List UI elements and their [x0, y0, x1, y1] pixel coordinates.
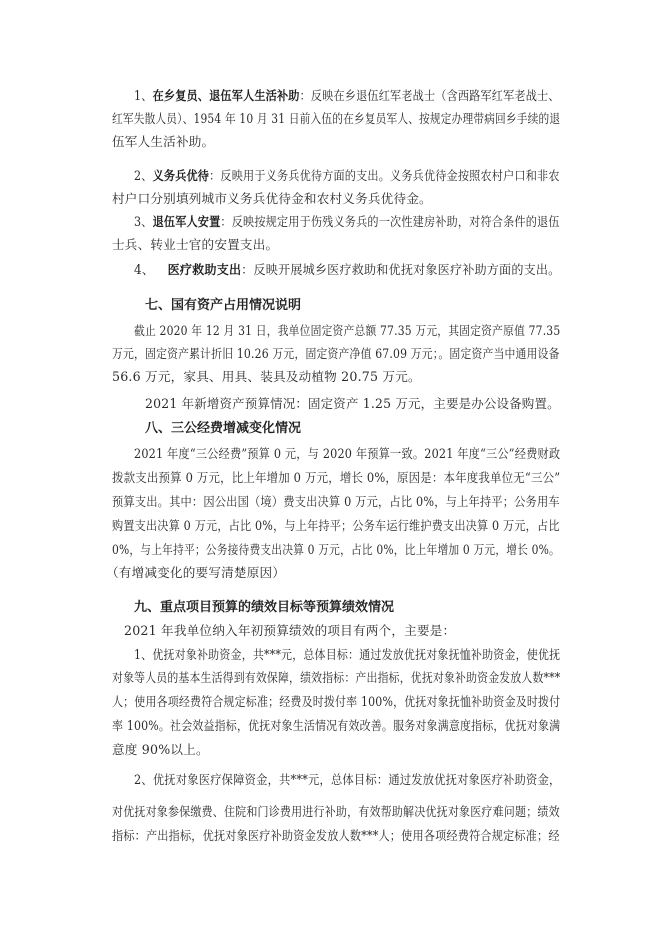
section-8-line-5: 0%，与上年持平；公务接待费支出决算 0 万元，占比 0%，比上年增加 0 万元，增长 0%。: [112, 542, 560, 557]
item-1-line-1: [134, 88, 560, 104]
item-1-text: ：反映在乡退伍红军老战士（含西路军红军老战士、: [299, 88, 560, 103]
section-9-item-2-line-1: 2、优抚对象医疗保障资金，共***元，总体目标：通过发放优抚对象医疗补助资金，: [134, 772, 561, 787]
section-9-item-2-line-2: 对优抚对象参保缴费、住院和门诊费用进行补助，有效帮助解决优抚对象医疗难问题；绩效: [112, 804, 560, 819]
section-8-line-4: 购置支出决算 0 万元，占比 0%，与上年持平；公务车运行维护费支出决算 0 万元，占比: [112, 518, 560, 533]
section-9-item-1-line-2: 对象等人员的基本生活得到有效保障，绩效指标：产出指标，优抚对象补助资金发放人数***: [112, 670, 561, 685]
section-7-line-2: 万元，固定资产累计折旧 10.26 万元，固定资产净值 67.09 万元；。固定资产当中通用设备: [112, 346, 560, 361]
item-3-line-2: 士兵、转业士官的安置支出。: [112, 237, 279, 252]
section-9-item-1-line-4: 率 100%。社会效益指标，优抚对象生活情况有效改善。服务对象满意度指标，优抚对象满: [112, 718, 561, 733]
item-1-line-2: 红军失散人员）、1954 年 10 月 31 日前入伍的在乡复员军人、按规定办理带病回乡手续的退: [112, 111, 561, 126]
item-4-line-1: [134, 262, 560, 278]
section-7-heading: 七、国有资产占用情况说明: [145, 298, 302, 313]
item-1-term: 在乡复员、退伍军人生活补助: [152, 88, 300, 103]
section-8-line-2: 拨款支出预算 0 万元，比上年增加 0 万元，增长 0%，原因是：本年度我单位无“三公”: [112, 470, 561, 485]
section-9-item-1-line-3: 人；使用各项经费符合规定标准；经费及时拨付率 100%，优抚对象抚恤补助资金及时拨付: [112, 694, 561, 709]
section-7-line-3: 56.6 万元，家具、用具、装具及动植物 20.75 万元。: [112, 369, 421, 384]
section-8-heading: 八、三公经费增减变化情况: [145, 421, 302, 436]
section-9-item-1-line-5: 意度 90%以上。: [112, 742, 209, 757]
item-1-number: 1、: [134, 88, 153, 103]
item-4-text: ：反映开展城乡医疗救助和优抚对象医疗补助方面的支出。: [241, 262, 561, 277]
item-4-term: 医疗救助支出: [167, 262, 242, 277]
section-7-line-1: 截止 2020 年 12 月 31 日，我单位固定资产总额 77.35 万元，其固定资产原值 77.35: [134, 323, 561, 338]
item-3-number: 3、: [134, 214, 153, 229]
section-8-line-1: 2021 年度“三公经费”预算 0 元，与 2020 年预算一致。2021 年度“三公”经费财政: [134, 446, 561, 461]
item-1-line-3: 伍军人生活补助。: [112, 134, 215, 149]
section-8-line-6: （有增减变化的要写清楚原因）: [106, 565, 286, 580]
item-2-text: ：反映用于义务兵优待方面的支出。义务兵优待金按照农村户口和非农: [209, 168, 560, 183]
item-3-text: ：反映按规定用于伤残义务兵的一次性建房补助，对符合条件的退伍: [220, 214, 560, 229]
section-9-heading: 九、重点项目预算的绩效目标等预算绩效情况: [134, 600, 395, 615]
section-8-line-3: 预算支出。其中：因公出国（境）费支出决算 0 万元，占比 0%，与上年持平；公务用车: [112, 494, 560, 509]
item-2-line-1: [134, 168, 560, 184]
section-7-line-4: 2021 年新增资产预算情况：固定资产 1.25 万元，主要是办公设备购置。: [145, 396, 560, 411]
item-2-number: 2、: [134, 168, 153, 183]
item-4-number: 4、: [134, 262, 155, 277]
section-9-item-2-line-3: 指标：产出指标，优抚对象医疗补助资金发放人数***人；使用各项经费符合规定标准；经: [112, 828, 560, 843]
section-9-intro: 2021 年我单位纳入年初预算绩效的项目有两个，主要是：: [124, 623, 456, 638]
item-3-term: 退伍军人安置: [152, 214, 221, 229]
section-9-item-1-line-1: 1、优抚对象补助资金，共***元，总体目标：通过发放优抚对象抚恤补助资金，使优抚: [134, 647, 561, 662]
item-2-line-2: 村户口分别填列城市义务兵优待金和农村义务兵优待金。: [112, 191, 432, 206]
item-2-term: 义务兵优待: [152, 168, 210, 183]
item-3-line-1: [134, 214, 560, 230]
